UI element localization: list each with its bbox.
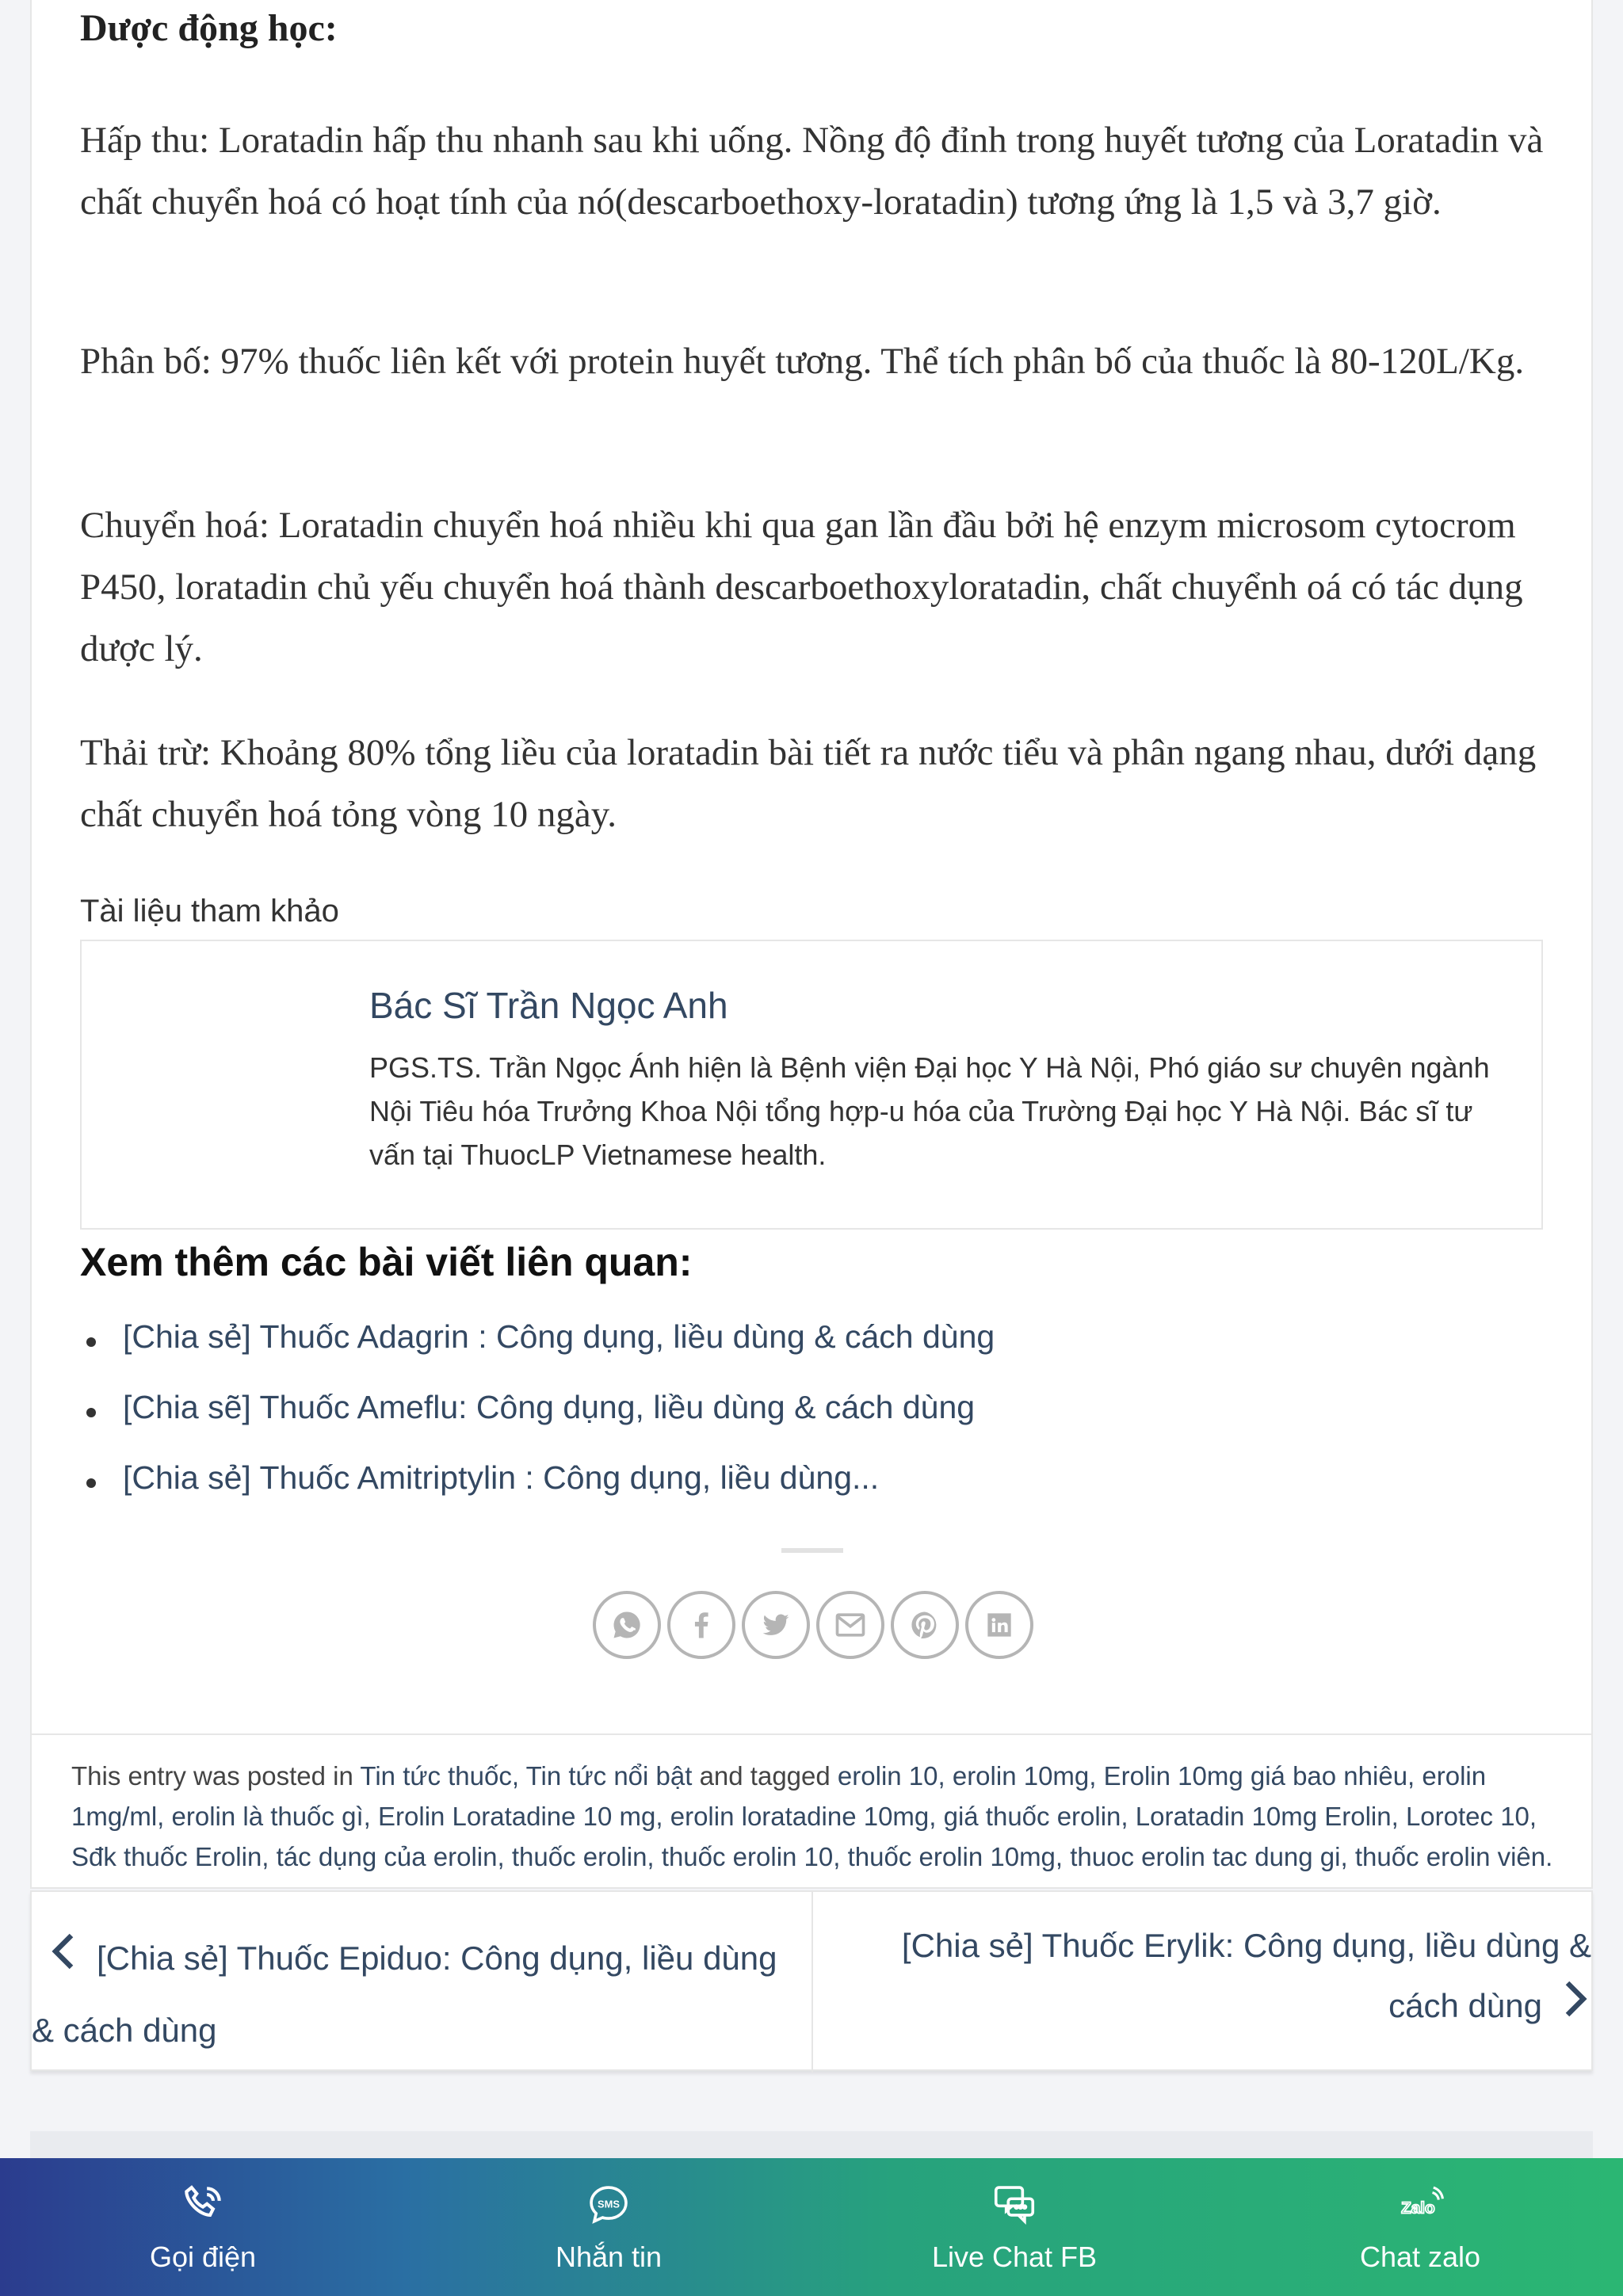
section-heading: Dược động học: bbox=[80, 7, 338, 49]
paragraph-metabolism: Chuyển hoá: Loratadin chuyển hoá nhiều khi qua gan lần đầu bởi hệ enzym microsom cytocrom P450, loratadin chủ yếu chuyển hoá thành descarboethoxyloratadin, chất chuyểnh oá có tác dụng dược lý. bbox=[80, 505, 1523, 669]
category-links[interactable]: Tin tức thuốc, Tin tức nổi bật bbox=[360, 1761, 693, 1791]
related-post-link[interactable]: [Chia sẻ] Thuốc Adagrin : Công dụng, liều dùng & cách dùng bbox=[80, 1318, 995, 1389]
zalo-button[interactable] bbox=[1217, 2158, 1623, 2296]
facebook-icon[interactable] bbox=[667, 1591, 735, 1659]
author-bio: PGS.TS. Trần Ngọc Ánh hiện là Bệnh viện Đại học Y Hà Nội, Phó giáo sư chuyên ngành Nội Tiêu hóa Trưởng Khoa Nội tổng hợp-u hóa của Trường Đại học Y Hà Nội. Bác sĩ tư vấn tại ThuocLP Vietnamese health. bbox=[369, 1051, 1490, 1171]
reference-label: Tài liệu tham khảo bbox=[80, 894, 339, 929]
sms-label: Nhắn tin bbox=[555, 2241, 663, 2273]
next-post-title: [Chia sẻ] Thuốc Erylik: Công dụng, liều dùng & cách dùng bbox=[901, 1927, 1591, 2024]
zalo-label: Chat zalo bbox=[1359, 2241, 1481, 2273]
related-post-link[interactable]: [Chia sẽ] Thuốc Ameflu: Công dụng, liều dùng & cách dùng bbox=[80, 1389, 995, 1459]
post-navigation bbox=[30, 1890, 1593, 2071]
call-button[interactable] bbox=[0, 2158, 406, 2296]
chevron-right-icon bbox=[1560, 1978, 1591, 2039]
posted-in-label: This entry was posted in bbox=[71, 1761, 353, 1791]
svg-text:Zalo: Zalo bbox=[1401, 2199, 1435, 2218]
related-posts-title: Xem thêm các bài viết liên quan: bbox=[80, 1240, 693, 1284]
linkedin-icon[interactable] bbox=[965, 1591, 1033, 1659]
paragraph-absorption: Hấp thu: Loratadin hấp thu nhanh sau khi uống. Nồng độ đỉnh trong huyết tương của Loratadin và chất chuyển hoá có hoạt tính của nó(descarboethoxy-loratadin) tương ứng là 1,5 và 3,7 giờ. bbox=[80, 120, 1544, 223]
email-icon[interactable] bbox=[816, 1591, 884, 1659]
whatsapp-icon[interactable] bbox=[593, 1591, 661, 1659]
related-posts-list bbox=[80, 1318, 995, 1530]
author-box bbox=[80, 940, 1543, 1230]
call-label: Gọi điện bbox=[149, 2241, 257, 2273]
tagged-label: and tagged bbox=[699, 1761, 831, 1791]
contact-bar bbox=[0, 2158, 1623, 2296]
sms-icon bbox=[584, 2180, 633, 2229]
chevron-left-icon bbox=[48, 1926, 79, 1996]
paragraph-elimination: Thải trừ: Khoảng 80% tổng liều của loratadin bài tiết ra nước tiểu và phân ngang nhau, dưới dạng chất chuyển hoá tỏng vòng 10 ngày. bbox=[80, 732, 1537, 835]
previous-post-title: [Chia sẻ] Thuốc Epiduo: Công dụng, liều dùng & cách dùng bbox=[32, 1939, 777, 2049]
divider bbox=[781, 1548, 843, 1553]
sms-button[interactable] bbox=[406, 2158, 812, 2296]
svg-text:SMS: SMS bbox=[598, 2198, 620, 2210]
zalo-icon bbox=[1396, 2180, 1445, 2229]
paragraph-distribution: Phân bố: 97% thuốc liên kết với protein huyết tương. Thể tích phân bố của thuốc là 80-120L/Kg. bbox=[80, 341, 1525, 382]
author-name[interactable]: Bác Sĩ Trần Ngọc Anh bbox=[369, 985, 728, 1026]
live-chat-icon bbox=[990, 2180, 1039, 2229]
nav-divider bbox=[812, 1892, 813, 2073]
phone-icon bbox=[178, 2180, 227, 2229]
post-meta bbox=[30, 1733, 1593, 1889]
twitter-icon[interactable] bbox=[742, 1591, 810, 1659]
next-post-link[interactable] bbox=[856, 1916, 1591, 2039]
pinterest-icon[interactable] bbox=[891, 1591, 959, 1659]
previous-post-link[interactable] bbox=[32, 1924, 792, 2065]
tag-links[interactable]: erolin 10, erolin 10mg, Erolin 10mg giá bao nhiêu, erolin 1mg/ml, erolin là thuốc gì, Erolin Loratadine 10 mg, erolin loratadine 10mg, giá thuốc erolin, Loratadin 10mg Erolin, Lorotec 10, Sđk thuốc Erolin, tác dụng của erolin, thuốc erolin, thuốc erolin 10, thuốc erolin 10mg, thuoc erolin tac dung gi, thuốc erolin viên. bbox=[71, 1761, 1553, 1871]
share-buttons bbox=[593, 1591, 1033, 1659]
post-meta-text bbox=[71, 1756, 1577, 1877]
live-chat-button[interactable] bbox=[812, 2158, 1217, 2296]
live-chat-label: Live Chat FB bbox=[931, 2241, 1098, 2273]
related-post-link[interactable]: [Chia sẻ] Thuốc Amitriptylin : Công dụng, liều dùng... bbox=[80, 1459, 995, 1530]
